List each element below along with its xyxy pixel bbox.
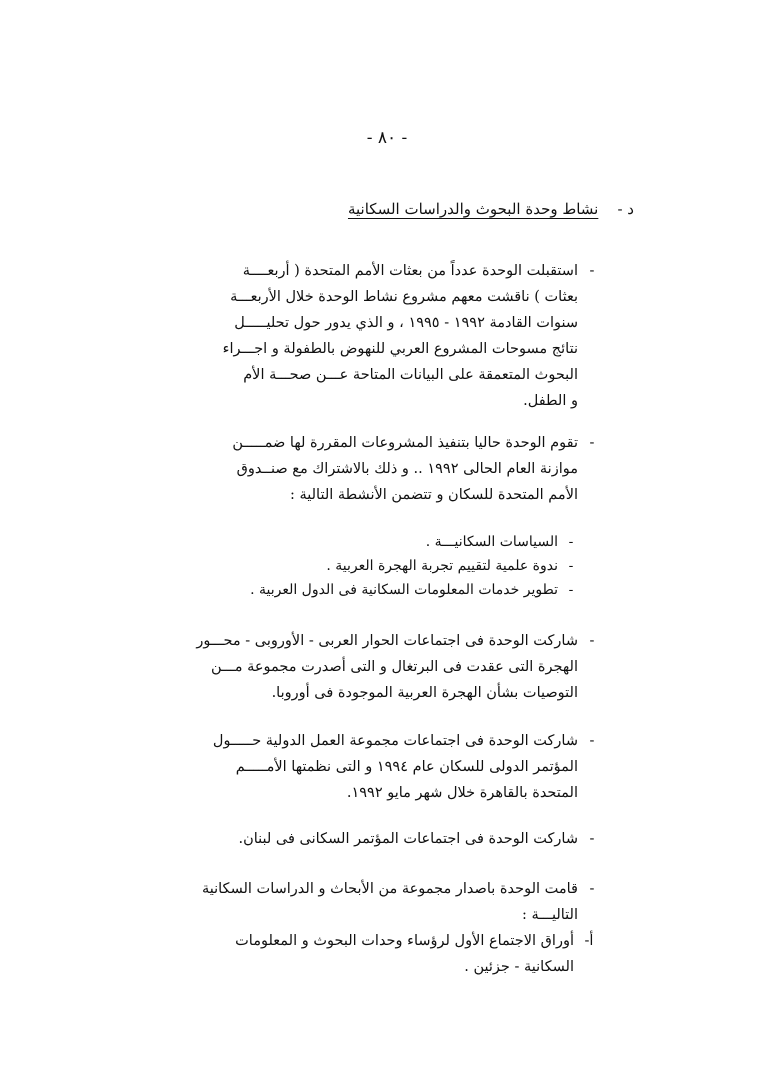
list-item-text: السياسات السكانيـــة .: [425, 534, 558, 550]
sub-list: [250, 530, 584, 602]
numbered-item-a: [235, 928, 604, 980]
paragraph-line: التوصيات بشأن الهجرة العربية الموجودة فى أوروبا.: [271, 685, 578, 701]
bullet-dash: -: [568, 534, 574, 550]
paragraph-4: [213, 728, 606, 806]
item-line: السكانية - جزئين .: [464, 959, 574, 975]
paragraph-line: المتحدة بالقاهرة خلال شهر مايو ١٩٩٢.: [346, 785, 578, 801]
paragraph-line: شاركت الوحدة فى اجتماعات مجموعة العمل الدولية حـــــول: [212, 733, 578, 749]
paragraph-line: البحوث المتعمقة على البيانات المتاحة عـــن صحـــة الأم: [243, 367, 578, 383]
paragraph-3: [196, 628, 606, 706]
paragraph-6: [202, 876, 606, 928]
paragraph-line: التاليـــة :: [521, 907, 578, 923]
paragraph-line: و الطفل.: [523, 393, 578, 409]
paragraph-1: [223, 258, 606, 414]
paragraph-5: [238, 826, 606, 852]
paragraph-line: نتائج مسوحات المشروع العربي للنهوض بالطفولة و اجـــراء: [222, 341, 578, 357]
paragraph-line: الهجرة التى عقدت فى البرتغال و التى أصدرت مجموعة مـــن: [210, 659, 578, 675]
paragraph-line: المؤتمر الدولى للسكان عام ١٩٩٤ و التى نظمتها الأمـــــم: [235, 759, 578, 775]
paragraph-line: موازنة العام الحالى ١٩٩٢ .. و ذلك بالاشتراك مع صنــدوق: [236, 461, 578, 477]
page-number: - ٨٠ -: [366, 128, 408, 148]
list-item-text: ندوة علمية لتقييم تجربة الهجرة العربية .: [326, 558, 558, 574]
paragraph-line: تقوم الوحدة حاليا بتنفيذ المشروعات المقررة لها ضمـــــن: [232, 435, 578, 451]
list-item: [250, 554, 584, 578]
section-title: نشاط وحدة البحوث والدراسات السكانية: [347, 200, 599, 218]
bullet-dash: -: [589, 435, 595, 451]
item-line: أوراق الاجتماع الأول لرؤساء وحدات البحوث و المعلومات: [235, 933, 574, 949]
paragraph-line: استقبلت الوحدة عدداً من بعثات الأمم المتحدة ( أربعــــة: [242, 263, 578, 279]
bullet-dash: -: [589, 633, 595, 649]
bullet-dash: -: [589, 733, 595, 749]
list-item: [250, 530, 584, 554]
paragraph-line: بعثات ) ناقشت معهم مشروع نشاط الوحدة خلال الأربعـــة: [230, 289, 578, 305]
paragraph-line: شاركت الوحدة فى اجتماعات المؤتمر السكانى فى لبنان.: [238, 831, 578, 847]
paragraph-2: [232, 430, 606, 508]
bullet-dash: -: [589, 831, 595, 847]
paragraph-line: قامت الوحدة باصدار مجموعة من الأبحاث و الدراسات السكانية: [201, 881, 578, 897]
section-marker: د -: [617, 200, 634, 218]
section-heading: [348, 200, 634, 218]
bullet-dash: -: [589, 263, 595, 279]
list-item-text: تطوير خدمات المعلومات السكانية فى الدول العربية .: [250, 582, 558, 598]
list-item: [250, 578, 584, 602]
paragraph-line: شاركت الوحدة فى اجتماعات الحوار العربى - الأوروبى - محـــور: [196, 633, 578, 649]
bullet-dash: -: [568, 558, 574, 574]
bullet-dash: -: [568, 582, 574, 598]
paragraph-line: الأمم المتحدة للسكان و تتضمن الأنشطة التالية :: [289, 487, 578, 503]
paragraph-line: سنوات القادمة ١٩٩٢ - ١٩٩٥ ، و الذي يدور حول تحليـــــل: [234, 315, 578, 331]
bullet-dash: -: [589, 881, 595, 897]
item-marker: أ-: [584, 933, 594, 949]
